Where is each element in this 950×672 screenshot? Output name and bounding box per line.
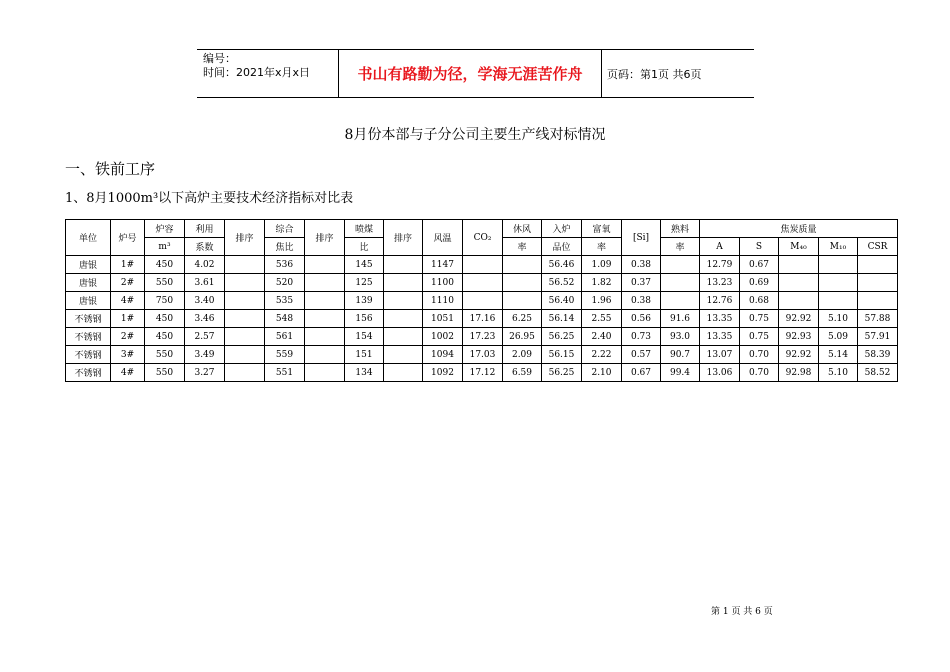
cell-si: 0.38 xyxy=(622,292,661,310)
cell-oxy: 1.96 xyxy=(582,292,622,310)
cell-rank1 xyxy=(225,274,265,292)
cell-coke: 551 xyxy=(265,364,305,382)
cell-a: 13.07 xyxy=(700,346,740,364)
col-header-furnace: 炉号 xyxy=(111,220,145,256)
cell-rank3 xyxy=(384,364,423,382)
cell-a: 13.06 xyxy=(700,364,740,382)
cell-grade: 56.25 xyxy=(542,328,582,346)
cell-wind: 1110 xyxy=(423,292,463,310)
cell-grade: 56.25 xyxy=(542,364,582,382)
col-header-si: [Si] xyxy=(622,220,661,256)
cell-csr: 57.91 xyxy=(858,328,898,346)
cell-rest: 26.95 xyxy=(503,328,542,346)
cell-grade: 56.46 xyxy=(542,256,582,274)
col-header-grade-2: 品位 xyxy=(542,238,582,256)
cell-volume: 750 xyxy=(145,292,185,310)
col-header-rank: 排序 xyxy=(305,220,345,256)
cell-co2 xyxy=(463,256,503,274)
cell-si: 0.56 xyxy=(622,310,661,328)
table-row xyxy=(66,274,898,292)
cell-furnace: 1# xyxy=(111,310,145,328)
cell-grade: 56.40 xyxy=(542,292,582,310)
cell-coke: 535 xyxy=(265,292,305,310)
cell-unit: 不锈钢 xyxy=(66,310,111,328)
cell-m10: 5.10 xyxy=(819,364,858,382)
cell-s: 0.70 xyxy=(740,346,779,364)
col-header-coke: 综合 xyxy=(265,220,305,238)
blast-furnace-table xyxy=(65,219,898,382)
cell-coke: 520 xyxy=(265,274,305,292)
cell-a: 12.79 xyxy=(700,256,740,274)
cell-util: 3.27 xyxy=(185,364,225,382)
table-row xyxy=(66,364,898,382)
header-page-label: 页码：第1页 共6页 xyxy=(607,67,702,81)
cell-oxy: 1.82 xyxy=(582,274,622,292)
cell-grade: 56.15 xyxy=(542,346,582,364)
table-row xyxy=(66,292,898,310)
cell-rest: 2.09 xyxy=(503,346,542,364)
cell-m40: 92.98 xyxy=(779,364,819,382)
cell-wind: 1051 xyxy=(423,310,463,328)
cell-grade: 56.52 xyxy=(542,274,582,292)
cell-rank2 xyxy=(305,310,345,328)
cell-furnace: 1# xyxy=(111,256,145,274)
cell-si: 0.67 xyxy=(622,364,661,382)
cell-m40 xyxy=(779,256,819,274)
cell-clinker xyxy=(661,274,700,292)
cell-s: 0.69 xyxy=(740,274,779,292)
cell-rank1 xyxy=(225,364,265,382)
cell-a: 13.35 xyxy=(700,328,740,346)
cell-co2: 17.16 xyxy=(463,310,503,328)
cell-wind: 1094 xyxy=(423,346,463,364)
cell-rest: 6.59 xyxy=(503,364,542,382)
col-header-volume: 炉容 xyxy=(145,220,185,238)
cell-volume: 550 xyxy=(145,274,185,292)
cell-wind: 1147 xyxy=(423,256,463,274)
cell-m10 xyxy=(819,274,858,292)
table-caption: 1、8月1000m³以下高炉主要技术经济指标对比表 xyxy=(65,191,354,206)
cell-grade: 56.14 xyxy=(542,310,582,328)
col-header-m10: M₁₀ xyxy=(819,238,858,256)
section-heading: 一、铁前工序 xyxy=(65,160,156,178)
cell-oxy: 1.09 xyxy=(582,256,622,274)
cell-co2: 17.03 xyxy=(463,346,503,364)
cell-csr: 58.39 xyxy=(858,346,898,364)
col-header-rank: 排序 xyxy=(225,220,265,256)
cell-rank2 xyxy=(305,328,345,346)
cell-m10: 5.14 xyxy=(819,346,858,364)
cell-util: 4.02 xyxy=(185,256,225,274)
col-header-a: A xyxy=(700,238,740,256)
cell-si: 0.73 xyxy=(622,328,661,346)
col-header-coke-2: 焦比 xyxy=(265,238,305,256)
cell-rank3 xyxy=(384,256,423,274)
col-header-oxy: 富氧 xyxy=(582,220,622,238)
cell-rank1 xyxy=(225,292,265,310)
cell-furnace: 2# xyxy=(111,274,145,292)
col-header-unit: 单位 xyxy=(66,220,111,256)
cell-clinker: 90.7 xyxy=(661,346,700,364)
col-header-m40: M₄₀ xyxy=(779,238,819,256)
cell-si: 0.38 xyxy=(622,256,661,274)
cell-coke: 536 xyxy=(265,256,305,274)
cell-a: 13.23 xyxy=(700,274,740,292)
cell-rank1 xyxy=(225,328,265,346)
cell-volume: 550 xyxy=(145,364,185,382)
cell-rank3 xyxy=(384,274,423,292)
cell-furnace: 4# xyxy=(111,292,145,310)
col-header-coal: 喷煤 xyxy=(345,220,384,238)
cell-unit: 不锈钢 xyxy=(66,364,111,382)
table-row xyxy=(66,256,898,274)
col-header-rest-2: 率 xyxy=(503,238,542,256)
cell-util: 3.49 xyxy=(185,346,225,364)
cell-util: 3.61 xyxy=(185,274,225,292)
cell-oxy: 2.55 xyxy=(582,310,622,328)
cell-rest: 6.25 xyxy=(503,310,542,328)
page-footer: 第 1 页 共 6 页 xyxy=(711,607,773,617)
cell-rest xyxy=(503,256,542,274)
cell-rank2 xyxy=(305,346,345,364)
cell-volume: 450 xyxy=(145,256,185,274)
cell-s: 0.75 xyxy=(740,328,779,346)
cell-unit: 不锈钢 xyxy=(66,346,111,364)
cell-wind: 1002 xyxy=(423,328,463,346)
col-header-rank: 排序 xyxy=(384,220,423,256)
table-row xyxy=(66,310,898,328)
cell-m10: 5.10 xyxy=(819,310,858,328)
col-header-oxy-2: 率 xyxy=(582,238,622,256)
cell-util: 3.40 xyxy=(185,292,225,310)
cell-s: 0.67 xyxy=(740,256,779,274)
cell-clinker: 93.0 xyxy=(661,328,700,346)
cell-rank2 xyxy=(305,292,345,310)
cell-util: 2.57 xyxy=(185,328,225,346)
cell-coke: 548 xyxy=(265,310,305,328)
cell-co2: 17.12 xyxy=(463,364,503,382)
cell-unit: 唐银 xyxy=(66,292,111,310)
cell-coal: 154 xyxy=(345,328,384,346)
cell-coal: 145 xyxy=(345,256,384,274)
code-label: 编号： xyxy=(203,52,236,65)
cell-si: 0.37 xyxy=(622,274,661,292)
cell-csr: 58.52 xyxy=(858,364,898,382)
cell-coal: 125 xyxy=(345,274,384,292)
cell-a: 13.35 xyxy=(700,310,740,328)
cell-furnace: 2# xyxy=(111,328,145,346)
col-header-grade: 入炉 xyxy=(542,220,582,238)
cell-m10 xyxy=(819,256,858,274)
col-header-util-2: 系数 xyxy=(185,238,225,256)
cell-m40: 92.92 xyxy=(779,346,819,364)
cell-oxy: 2.22 xyxy=(582,346,622,364)
cell-furnace: 3# xyxy=(111,346,145,364)
cell-coal: 151 xyxy=(345,346,384,364)
document-header xyxy=(197,49,754,98)
cell-csr: 57.88 xyxy=(858,310,898,328)
col-header-s: S xyxy=(740,238,779,256)
cell-co2 xyxy=(463,274,503,292)
cell-coal: 139 xyxy=(345,292,384,310)
cell-clinker xyxy=(661,292,700,310)
cell-volume: 450 xyxy=(145,310,185,328)
cell-coke: 561 xyxy=(265,328,305,346)
cell-rank3 xyxy=(384,328,423,346)
cell-rest xyxy=(503,292,542,310)
time-label: 时间：2021年x月x日 xyxy=(203,66,311,79)
cell-clinker: 91.6 xyxy=(661,310,700,328)
cell-clinker xyxy=(661,256,700,274)
header-motto: 书山有路勤为径，学海无涯苦作舟 xyxy=(339,50,602,97)
col-header-coke-quality: 焦炭质量 xyxy=(700,220,898,238)
cell-csr xyxy=(858,292,898,310)
col-header-rest: 休风 xyxy=(503,220,542,238)
table-row xyxy=(66,346,898,364)
col-header-coal-2: 比 xyxy=(345,238,384,256)
header-meta xyxy=(197,50,339,97)
cell-m40 xyxy=(779,274,819,292)
col-header-clinker: 熟料 xyxy=(661,220,700,238)
cell-m40: 92.92 xyxy=(779,310,819,328)
cell-rank3 xyxy=(384,292,423,310)
cell-rank1 xyxy=(225,256,265,274)
cell-rank2 xyxy=(305,256,345,274)
cell-rest xyxy=(503,274,542,292)
cell-rank3 xyxy=(384,346,423,364)
cell-unit: 唐银 xyxy=(66,274,111,292)
cell-m40 xyxy=(779,292,819,310)
col-header-clinker-2: 率 xyxy=(661,238,700,256)
cell-unit: 不锈钢 xyxy=(66,328,111,346)
cell-oxy: 2.10 xyxy=(582,364,622,382)
cell-a: 12.76 xyxy=(700,292,740,310)
cell-m10 xyxy=(819,292,858,310)
cell-rank1 xyxy=(225,310,265,328)
cell-co2 xyxy=(463,292,503,310)
col-header-volume-unit: m³ xyxy=(145,238,185,256)
col-header-co2: CO₂ xyxy=(463,220,503,256)
cell-co2: 17.23 xyxy=(463,328,503,346)
cell-s: 0.70 xyxy=(740,364,779,382)
cell-si: 0.57 xyxy=(622,346,661,364)
cell-unit: 唐银 xyxy=(66,256,111,274)
cell-rank1 xyxy=(225,346,265,364)
cell-coal: 134 xyxy=(345,364,384,382)
col-header-util: 利用 xyxy=(185,220,225,238)
col-header-wind: 风温 xyxy=(423,220,463,256)
cell-csr xyxy=(858,256,898,274)
cell-oxy: 2.40 xyxy=(582,328,622,346)
cell-wind: 1100 xyxy=(423,274,463,292)
document-title: 8月份本部与子分公司主要生产线对标情况 xyxy=(344,127,606,143)
cell-rank2 xyxy=(305,364,345,382)
cell-volume: 450 xyxy=(145,328,185,346)
cell-wind: 1092 xyxy=(423,364,463,382)
cell-m10: 5.09 xyxy=(819,328,858,346)
cell-s: 0.75 xyxy=(740,310,779,328)
cell-rank3 xyxy=(384,310,423,328)
cell-coal: 156 xyxy=(345,310,384,328)
cell-m40: 92.93 xyxy=(779,328,819,346)
table-row xyxy=(66,328,898,346)
cell-furnace: 4# xyxy=(111,364,145,382)
cell-rank2 xyxy=(305,274,345,292)
cell-volume: 550 xyxy=(145,346,185,364)
cell-csr xyxy=(858,274,898,292)
cell-util: 3.46 xyxy=(185,310,225,328)
cell-coke: 559 xyxy=(265,346,305,364)
cell-s: 0.68 xyxy=(740,292,779,310)
col-header-csr: CSR xyxy=(858,238,898,256)
cell-clinker: 99.4 xyxy=(661,364,700,382)
